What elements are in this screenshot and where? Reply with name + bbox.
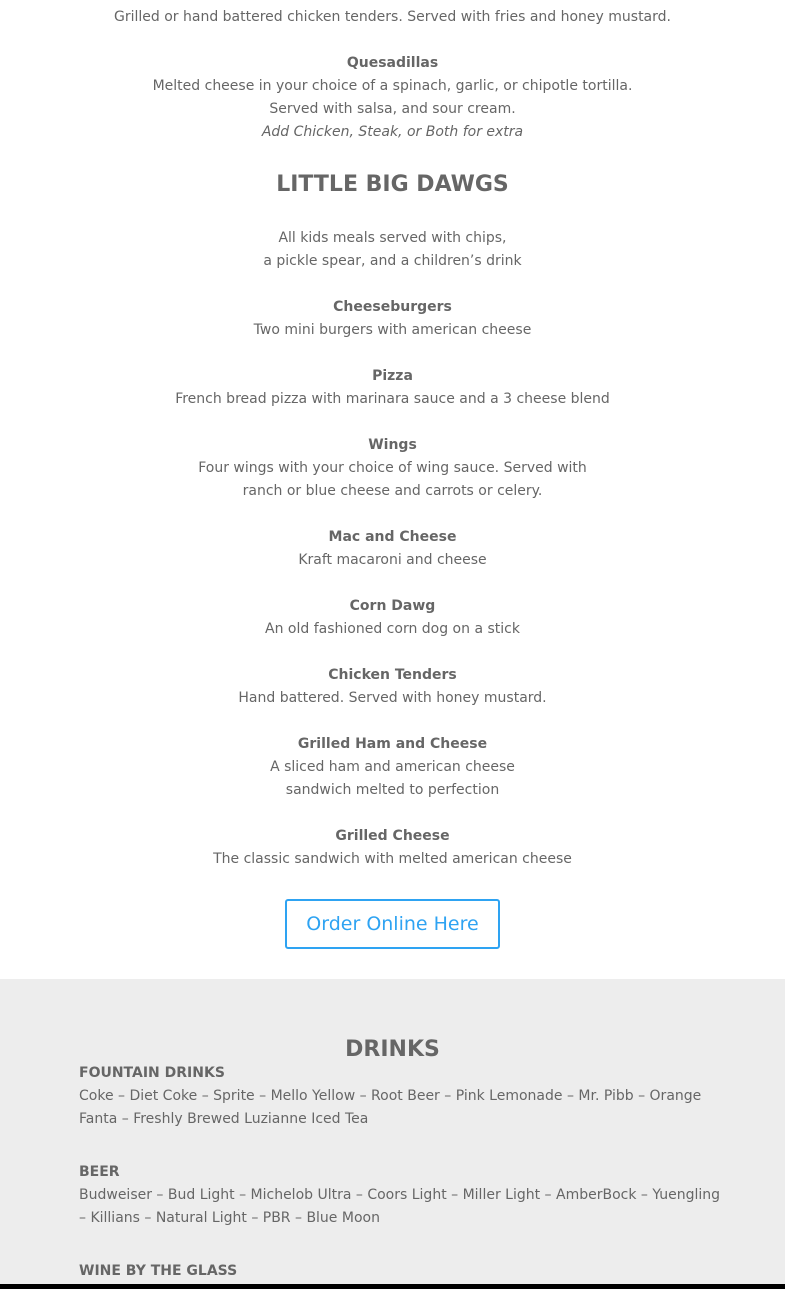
kids-item-cheeseburgers [0, 296, 785, 342]
kids-item-wings [0, 434, 785, 503]
kids-menu-intro [0, 227, 785, 273]
item-note: Add Chicken, Steak, or Both for extra [261, 124, 524, 140]
item-name: Corn Dawg [349, 598, 436, 614]
drinks-section [0, 979, 785, 1284]
fountain-drinks-title: FOUNTAIN DRINKS [79, 1065, 225, 1081]
fountain-drinks-block [79, 1062, 709, 1131]
tenders-item [0, 6, 785, 29]
kids-menu-heading: LITTLE BIG DAWGS [276, 172, 509, 197]
intro-line: All kids meals served with chips, [278, 230, 507, 246]
quesadillas-item [0, 52, 785, 144]
drinks-heading: DRINKS [345, 1037, 440, 1062]
fountain-drinks-list: Fanta – Freshly Brewed Luzianne Iced Tea [79, 1111, 369, 1127]
kids-item-corn-dawg [0, 595, 785, 641]
wine-block [79, 1260, 709, 1283]
fountain-drinks-list: Coke – Diet Coke – Sprite – Mello Yellow – Root Beer – Pink Lemonade – Mr. Pibb – Orange [79, 1088, 702, 1104]
item-description: French bread pizza with marinara sauce and a 3 cheese blend [175, 391, 610, 407]
item-description: Served with salsa, and sour cream. [269, 101, 516, 117]
item-description: sandwich melted to perfection [285, 782, 500, 798]
item-name: Grilled Cheese [335, 828, 450, 844]
item-description: Grilled or hand battered chicken tenders. Served with fries and honey mustard. [114, 9, 671, 25]
beer-list: Budweiser – Bud Light – Michelob Ultra – Coors Light – Miller Light – AmberBock – Yuengling [79, 1187, 721, 1203]
beer-block [79, 1161, 721, 1230]
bottom-edge-bar [0, 1284, 785, 1289]
item-name: Quesadillas [346, 55, 439, 71]
item-name: Mac and Cheese [328, 529, 457, 545]
item-name: Grilled Ham and Cheese [297, 736, 488, 752]
intro-line: a pickle spear, and a children’s drink [263, 253, 522, 269]
item-description: A sliced ham and american cheese [270, 759, 515, 775]
kids-item-mac-and-cheese [0, 526, 785, 572]
kids-item-grilled-cheese [0, 825, 785, 871]
beer-list: – Killians – Natural Light – PBR – Blue Moon [79, 1210, 380, 1226]
item-name: Wings [368, 437, 417, 453]
item-description: Hand battered. Served with honey mustard. [238, 690, 547, 706]
item-description: Melted cheese in your choice of a spinach, garlic, or chipotle tortilla. [152, 78, 633, 94]
order-online-button[interactable]: Order Online Here [285, 899, 500, 949]
item-description: An old fashioned corn dog on a stick [265, 621, 520, 637]
kids-item-chicken-tenders [0, 664, 785, 710]
item-name: Chicken Tenders [328, 667, 457, 683]
item-name: Cheeseburgers [333, 299, 452, 315]
item-description: ranch or blue cheese and carrots or celery. [242, 483, 543, 499]
item-description: The classic sandwich with melted american cheese [213, 851, 572, 867]
item-description: Four wings with your choice of wing sauce. Served with [198, 460, 587, 476]
item-name: Pizza [372, 368, 413, 384]
kids-item-grilled-ham-and-cheese [0, 733, 785, 802]
item-description: Kraft macaroni and cheese [298, 552, 487, 568]
wine-title: WINE BY THE GLASS [79, 1263, 238, 1279]
beer-title: BEER [79, 1164, 120, 1180]
item-description: Two mini burgers with american cheese [253, 322, 532, 338]
kids-item-pizza [0, 365, 785, 411]
